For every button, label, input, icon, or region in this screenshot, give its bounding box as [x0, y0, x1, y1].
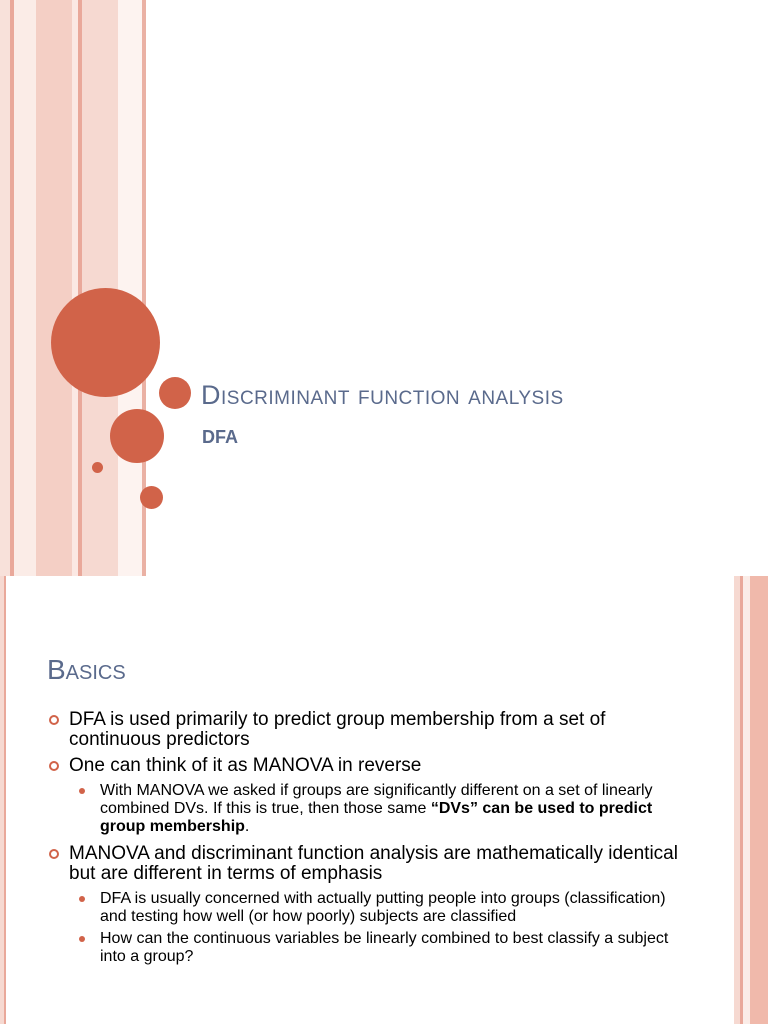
slide-title: Discriminant function analysis [201, 380, 564, 410]
slide-subtitle: DFA [202, 427, 238, 447]
hollow-bullet-icon [49, 849, 59, 859]
filled-bullet-icon [79, 936, 85, 942]
sub-bullet-item [47, 890, 687, 926]
sub-bullet-text: With MANOVA we asked if groups are significantly different on a set of linearly combined DVs. If this is true, then those same [100, 782, 653, 817]
bullet-list [47, 710, 687, 970]
bullet-text: One can think of it as MANOVA in reverse [69, 755, 422, 776]
decor-circle-large [51, 288, 160, 397]
filled-bullet-icon [79, 788, 85, 794]
sub-bullet-text: How can the continuous variables be linearly combined to best classify a subject into a group? [100, 930, 669, 965]
bullet-text: DFA is used primarily to predict group membership from a set of continuous predictors [69, 709, 606, 750]
sub-bullet-item [47, 930, 687, 966]
decor-circle-small-2 [140, 486, 163, 509]
hollow-bullet-icon [49, 761, 59, 771]
filled-bullet-icon [79, 896, 85, 902]
sub-bullet-emphasis: “DVs” can be used to predict group membership [100, 800, 653, 835]
decor-stripe [743, 576, 750, 1024]
decor-stripe [14, 0, 36, 576]
bullet-text: MANOVA and discriminant function analysis are mathematically identical but are different in terms of emphasis [69, 843, 678, 884]
bullet-item [47, 756, 687, 776]
decor-stripe [4, 576, 6, 1024]
bullet-item [47, 710, 687, 750]
sub-bullet-item [47, 782, 687, 836]
decor-circle-small [159, 377, 191, 409]
decor-stripe [0, 0, 10, 576]
decor-stripe [750, 576, 768, 1024]
sub-bullet-text: DFA is usually concerned with actually putting people into groups (classification) and testing how well (or how poorly) subjects are classified [100, 890, 666, 925]
decor-stripe [36, 0, 72, 576]
hollow-bullet-icon [49, 715, 59, 725]
sub-bullet-tail: . [244, 818, 250, 835]
content-slide [0, 576, 768, 1024]
decor-circle-medium [110, 409, 164, 463]
bullet-item [47, 844, 687, 884]
decor-circle-tiny [92, 462, 103, 473]
decor-stripe [118, 0, 142, 576]
slide-title: Basics [47, 654, 126, 685]
